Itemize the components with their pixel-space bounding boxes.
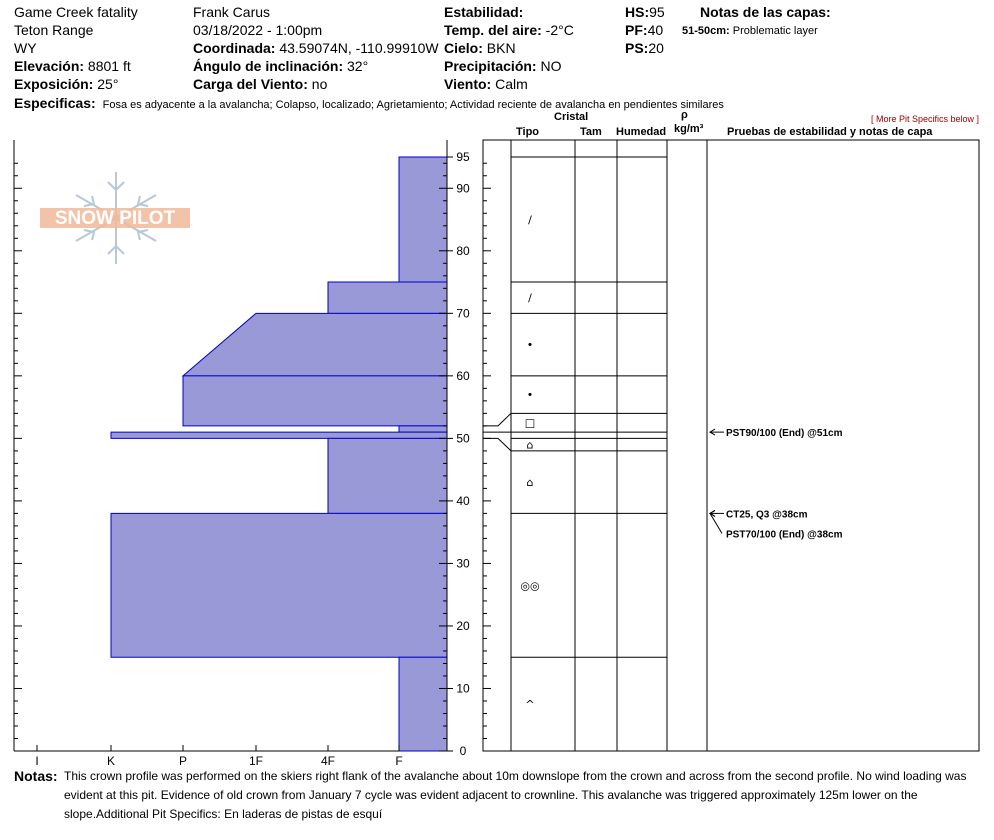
coordinates-label: Coordinada: [193, 40, 276, 56]
hardness-bar [183, 313, 447, 376]
x-tick-label: 1F [248, 754, 264, 768]
grain-type-symbol: / [528, 213, 532, 227]
wind-loading-label: Carga del Viento: [193, 76, 308, 92]
x-tick-label: K [106, 754, 116, 768]
y-tick-label: 0 [459, 744, 467, 758]
y-tick-label: 60 [456, 368, 470, 383]
pf-label: PF: [625, 22, 648, 38]
x-tick-label: I [35, 754, 39, 768]
table-frame [483, 140, 979, 751]
x-tick-label: F [395, 754, 403, 768]
grain-type-symbol: ^ [525, 698, 535, 712]
y-tick-label: 80 [456, 243, 470, 258]
grain-type-symbol: ⌂ [526, 438, 534, 452]
hardness-bar [399, 657, 447, 751]
moisture-header: Humedad [616, 126, 667, 138]
stability-test-label: CT25, Q3 @38cm [726, 509, 808, 521]
sky-value: BKN [486, 40, 516, 56]
precipitation-value: NO [540, 58, 562, 74]
logo-text: SNOW PILOT [54, 208, 176, 229]
tests-header: Pruebas de estabilidad y notas de capa [727, 126, 933, 138]
wind-value: Calm [495, 76, 528, 92]
slope-angle-value: 32° [347, 58, 369, 74]
layer-note-range: 51-50cm: [682, 25, 730, 37]
aspect-label: Exposición: [14, 76, 94, 92]
grain-type-symbol: □ [524, 416, 536, 430]
precipitation-label: Precipitación: [444, 58, 537, 74]
y-tick-label: 40 [456, 493, 470, 508]
hardness-bar [399, 426, 447, 432]
hardness-bar [111, 432, 447, 438]
hardness-bar [399, 157, 447, 282]
crystal-header: Cristal [554, 111, 589, 123]
stability-test-label: PST90/100 (End) @51cm [726, 428, 843, 440]
observer-name: Frank Carus [193, 4, 271, 20]
layer-connector [483, 413, 511, 426]
y-tick-label: 70 [456, 306, 470, 321]
hs-label: HS: [625, 4, 650, 20]
ps-value: 20 [648, 40, 664, 56]
y-tick-label: 50 [456, 431, 470, 446]
size-header: Tam [580, 126, 602, 138]
x-tick-label: P [178, 754, 188, 768]
layer-note-text: Problematic layer [732, 25, 818, 37]
layer-connector [483, 438, 511, 451]
hardness-bar [328, 438, 447, 513]
hs-value: 95 [649, 4, 665, 20]
grain-type-symbol: / [528, 291, 532, 305]
grain-type-symbol: ◎◎ [520, 579, 540, 593]
sky-label: Cielo: [444, 40, 483, 56]
rho-header: ρ [681, 109, 688, 121]
hardness-bar [183, 376, 447, 426]
pf-value: 40 [647, 22, 664, 38]
snowpilot-logo [40, 172, 190, 264]
hardness-bar [111, 513, 447, 657]
layer-notes-heading: Notas de las capas: [700, 4, 831, 20]
specifics-label: Especificas: [14, 95, 96, 111]
pit-title: Game Creek fatality [14, 4, 138, 20]
grain-type-symbol: • [526, 388, 534, 402]
air-temp-value: -2°C [545, 22, 574, 38]
grain-type-symbol: ⌂ [526, 476, 534, 490]
ps-label: PS: [625, 40, 649, 56]
air-temp-label: Temp. del aire: [444, 22, 542, 38]
y-tick-label: 95 [456, 150, 470, 164]
x-tick-label: 4F [320, 754, 336, 768]
y-tick-label: 30 [456, 556, 470, 571]
notes-label: Notas: [14, 768, 58, 784]
density-header: kg/m³ [674, 123, 704, 135]
y-tick-label: 90 [456, 181, 470, 196]
wind-loading-value: no [311, 76, 328, 92]
specifics-text: Fosa es adyacente a la avalancha; Colapso, localizado; Agrietamiento; Actividad reciente de avalancha en pendientes similares [102, 99, 724, 111]
aspect-value: 25° [97, 76, 119, 92]
slope-angle-label: Ángulo de inclinación: [193, 58, 344, 74]
y-tick-label: 10 [456, 681, 470, 696]
elevation-value: 8801 ft [87, 58, 131, 74]
coordinates-value: 43.59074N, -110.99910W [279, 40, 439, 56]
stability-test-label: PST70/100 (End) @38cm [726, 529, 843, 541]
more-specifics-link[interactable]: [ More Pit Specifics below ] [871, 114, 980, 124]
state-name: WY [14, 40, 37, 56]
elevation-label: Elevación: [14, 58, 85, 74]
notes-text: This crown profile was performed on the skiers right flank of the avalanche about 10m downslope from the crown and across from the second profile. No wind loading was evident at this pit. Evidence of old crown from January 7 cycle was evident adjacent to crownline. This avalanche was triggered approximately 125m lower on the slope.Additional Pit Specifics: En laderas de pistas de esquí [64, 769, 967, 821]
y-tick-label: 20 [456, 618, 470, 633]
grain-type-symbol: • [526, 338, 534, 352]
wind-label: Viento: [444, 76, 492, 92]
hardness-bar [328, 282, 447, 313]
test-leader [710, 513, 722, 533]
stability-label: Estabilidad: [444, 4, 524, 20]
type-header: Tipo [516, 126, 540, 138]
observation-datetime: 03/18/2022 - 1:00pm [193, 22, 323, 38]
range-name: Teton Range [14, 22, 94, 38]
